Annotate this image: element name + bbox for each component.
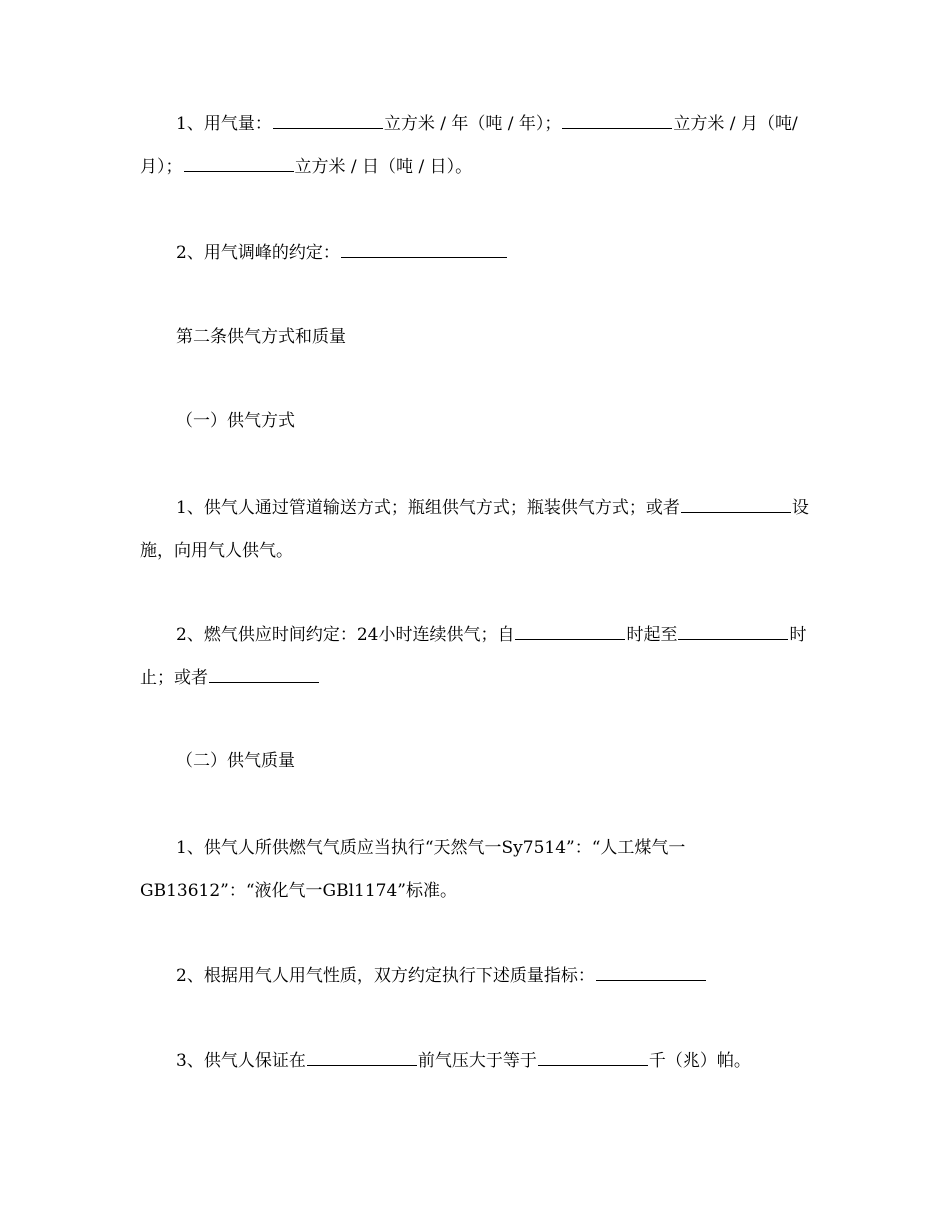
pressure-value-blank[interactable] xyxy=(538,1045,648,1066)
yearly-unit: 立方米 / 年（吨 / 年）； xyxy=(383,114,562,134)
gas-usage-paragraph xyxy=(140,103,812,189)
monthly-volume-blank[interactable] xyxy=(562,108,672,129)
supply-method-end: 设施，向用气人供气。 xyxy=(140,498,809,561)
gas-standard-paragraph: 1、供气人所供燃气气质应当执行“天然气一Sy7514”：“人工煤气一GB13612”：“液化气一GBl1174”标准。 xyxy=(140,838,686,901)
supply-method-text: 1、供气人通过管道输送方式；瓶组供气方式；瓶装供气方式；或者 xyxy=(176,498,680,518)
quality-index-label: 2、根据用气人用气性质，双方约定执行下述质量指标： xyxy=(176,966,595,986)
pressure-paragraph xyxy=(140,1040,812,1083)
supply-method-paragraph xyxy=(140,487,812,573)
yearly-volume-blank[interactable] xyxy=(273,108,383,129)
location-blank[interactable] xyxy=(307,1045,417,1066)
peak-shaving-blank[interactable] xyxy=(341,237,507,258)
supply-method-heading: （一）供气方式 xyxy=(176,411,295,431)
peak-shaving-label: 2、用气调峰的约定： xyxy=(176,243,340,263)
start-time-blank[interactable] xyxy=(515,619,625,640)
pressure-text: 3、供气人保证在 xyxy=(176,1051,306,1071)
supply-quality-heading: （二）供气质量 xyxy=(176,751,295,771)
pressure-mid: 前气压大于等于 xyxy=(417,1051,537,1071)
pressure-unit: 千（兆）帕。 xyxy=(648,1051,751,1071)
supply-time-text: 2、燃气供应时间约定：24小时连续供气；自 xyxy=(176,625,515,645)
supply-time-paragraph xyxy=(140,614,812,700)
quality-index-blank[interactable] xyxy=(596,960,706,981)
other-time-blank[interactable] xyxy=(209,662,319,683)
supply-time-or: 时止；或者 xyxy=(140,625,807,688)
supply-time-mid: 时起至 xyxy=(626,625,678,645)
article-two-heading: 第二条供气方式和质量 xyxy=(176,327,346,347)
daily-unit: 立方米 / 日（吨 / 日）。 xyxy=(294,157,473,177)
quality-index-paragraph xyxy=(140,955,812,998)
monthly-unit: 立方米 / 月（吨/月）； xyxy=(140,114,798,177)
peak-shaving-paragraph xyxy=(140,232,812,275)
other-facility-blank[interactable] xyxy=(681,492,791,513)
gas-usage-label: 1、用气量： xyxy=(176,114,272,134)
end-time-blank[interactable] xyxy=(678,619,788,640)
daily-volume-blank[interactable] xyxy=(184,151,294,172)
